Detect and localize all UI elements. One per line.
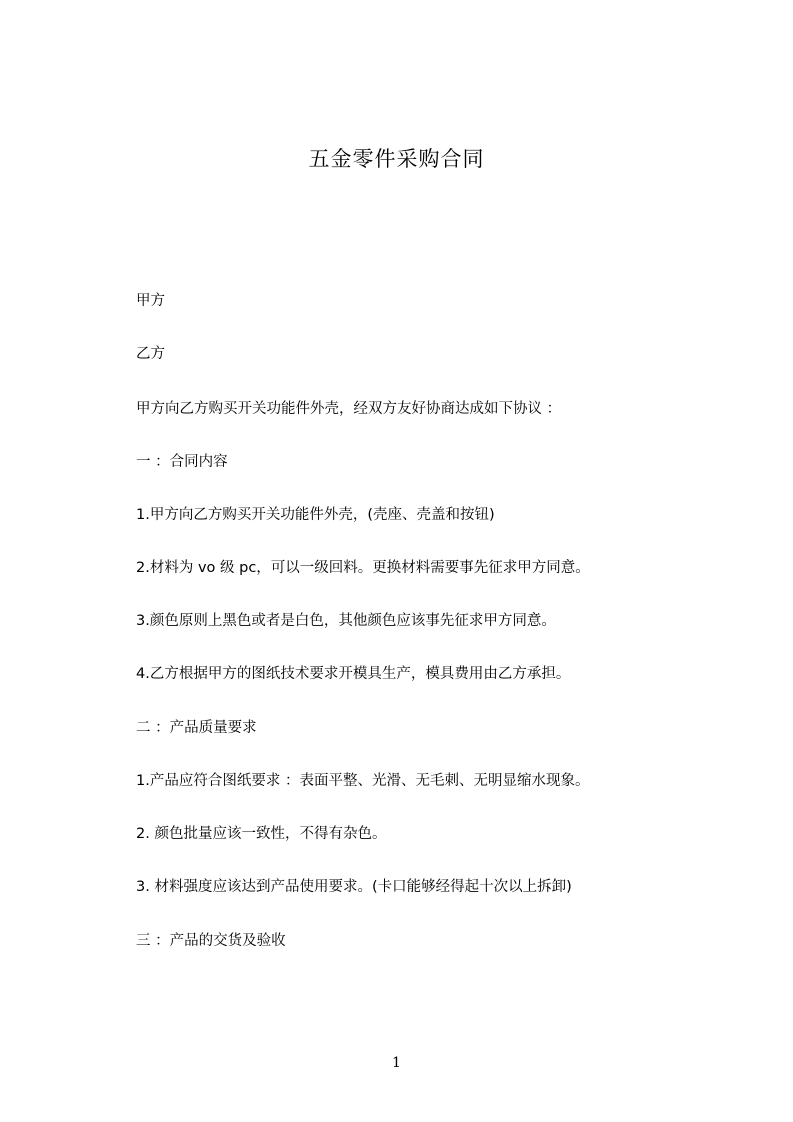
- clause-1-2: 2.材料为 vo 级 pc，可以一级回料。更换材料需要事先征求甲方同意。: [136, 560, 590, 576]
- clause-1-1: 1.甲方向乙方购买开关功能件外壳，(壳座、壳盖和按钮): [136, 507, 495, 523]
- party-b-label: 乙方: [136, 346, 165, 362]
- clause-2-3: 3. 材料强度应该达到产品使用要求。(卡口能够经得起十次以上拆卸): [136, 879, 572, 895]
- page-number: 1: [392, 1055, 401, 1071]
- intro-paragraph: 甲方向乙方购买开关功能件外壳，经双方友好协商达成如下协议 ：: [136, 401, 562, 417]
- section-heading-2: 二 ：产品质量要求: [136, 720, 257, 736]
- party-a-label: 甲方: [136, 293, 165, 309]
- clause-1-3: 3.颜色原则上黑色或者是白色，其他颜色应该事先征求甲方同意。: [136, 613, 556, 629]
- clause-2-1: 1.产品应符合图纸要求 ：表面平整、光滑、无毛刺、无明显缩水现象。: [136, 773, 590, 789]
- document-title: 五金零件采购合同: [308, 147, 485, 171]
- clause-1-4: 4.乙方根据甲方的图纸技术要求开模具生产，模具费用由乙方承担。: [136, 666, 571, 682]
- section-heading-3: 三 ：产品的交货及验收: [136, 933, 286, 949]
- section-heading-1: 一 ：合同内容: [136, 454, 228, 470]
- clause-2-2: 2. 颜色批量应该一致性，不得有杂色。: [136, 826, 387, 842]
